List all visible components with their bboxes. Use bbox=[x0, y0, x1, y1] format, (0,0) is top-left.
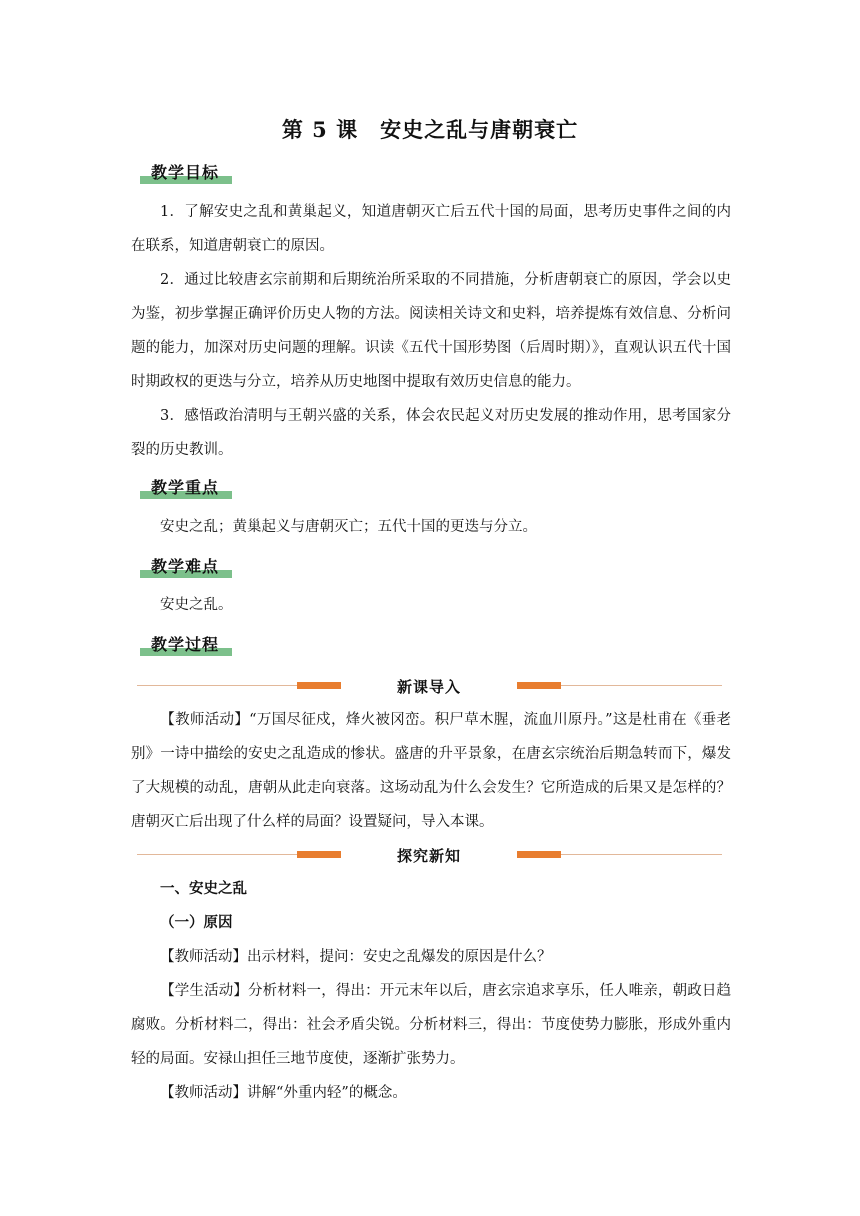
heading-difficulties-text: 教学难点 bbox=[151, 557, 220, 576]
heading-process-text: 教学过程 bbox=[151, 635, 220, 654]
page-title: 第 5 课 安史之乱与唐朝衰亡 bbox=[281, 117, 579, 142]
teacher-activity-1 bbox=[131, 940, 552, 974]
teacher-activity-2-text: 【教师活动】讲解“外重内轻”的概念。 bbox=[160, 1085, 407, 1101]
section-heading-difficulties bbox=[140, 556, 232, 578]
divider-line-left bbox=[137, 854, 297, 855]
divider-line-left bbox=[137, 685, 297, 686]
divider-accent-left bbox=[297, 682, 341, 689]
student-activity-1 bbox=[131, 974, 731, 1076]
divider-explore bbox=[137, 847, 722, 863]
divider-intro bbox=[137, 678, 722, 694]
teacher-activity-1-text: 【教师活动】出示材料，提问：安史之乱爆发的原因是什么？ bbox=[160, 949, 552, 965]
section-heading-key-points bbox=[140, 477, 232, 499]
divider-accent-right bbox=[517, 682, 561, 689]
section-1-heading-text: 一、安史之乱 bbox=[160, 880, 247, 897]
divider-line-right bbox=[561, 685, 722, 686]
goal-item-3 bbox=[131, 399, 731, 467]
key-points-text bbox=[131, 510, 537, 544]
divider-line-right bbox=[561, 854, 722, 855]
goal-item-2 bbox=[131, 263, 731, 399]
goal-item-2-text: 2．通过比较唐玄宗前期和后期统治所采取的不同措施，分析唐朝衰亡的原因，学会以史为鉴，初步掌握正确评价历史人物的方法。阅读相关诗文和史料，培养提炼有效信息、分析问题的能力，加深对历史问题的理解。识读《五代十国形势图（后周时期）》，直观认识五代十国时期政权的更迭与分立，培养从历史地图中提取有效历史信息的能力。 bbox=[131, 272, 731, 390]
section-heading-goals bbox=[140, 162, 232, 184]
divider-explore-label: 探究新知 bbox=[396, 847, 461, 865]
student-activity-1-text: 【学生活动】分析材料一，得出：开元末年以后，唐玄宗追求享乐，任人唯亲，朝政日趋腐败。分析材料二，得出：社会矛盾尖锐。分析材料三，得出：节度使势力膨胀，形成外重内轻的局面。安禄山担任三地节度使，逐渐扩张势力。 bbox=[131, 983, 731, 1067]
intro-paragraph-text: 【教师活动】“万国尽征戍，烽火被冈峦。积尸草木腥，流血川原丹。”这是杜甫在《垂老别》一诗中描绘的安史之乱造成的惨状。盛唐的升平景象，在唐玄宗统治后期急转而下，爆发了大规模的动乱，唐朝从此走向衰落。这场动乱为什么会发生？它所造成的后果又是怎样的？唐朝灭亡后出现了什么样的局面？设置疑问，导入本课。 bbox=[131, 712, 731, 830]
key-points-content: 安史之乱；黄巢起义与唐朝灭亡；五代十国的更迭与分立。 bbox=[160, 519, 537, 535]
section-heading-process bbox=[140, 634, 232, 656]
intro-paragraph bbox=[131, 703, 731, 839]
teacher-activity-2 bbox=[131, 1076, 407, 1110]
divider-accent-right bbox=[517, 851, 561, 858]
difficulties-content: 安史之乱。 bbox=[160, 597, 233, 613]
heading-key-points-text: 教学重点 bbox=[151, 478, 220, 497]
difficulties-text bbox=[131, 588, 233, 622]
goal-item-3-text: 3．感悟政治清明与王朝兴盛的关系，体会农民起义对历史发展的推动作用，思考国家分裂的历史教训。 bbox=[131, 408, 731, 458]
subsection-1-heading-text: （一）原因 bbox=[160, 914, 233, 931]
subsection-1-heading bbox=[131, 906, 233, 940]
section-1-heading bbox=[131, 872, 247, 906]
goal-item-1 bbox=[131, 195, 731, 263]
divider-accent-left bbox=[297, 851, 341, 858]
heading-goals-text: 教学目标 bbox=[151, 163, 220, 182]
goal-item-1-text: 1．了解安史之乱和黄巢起义，知道唐朝灭亡后五代十国的局面，思考历史事件之间的内在联系，知道唐朝衰亡的原因。 bbox=[131, 204, 731, 254]
divider-intro-label: 新课导入 bbox=[396, 678, 461, 696]
